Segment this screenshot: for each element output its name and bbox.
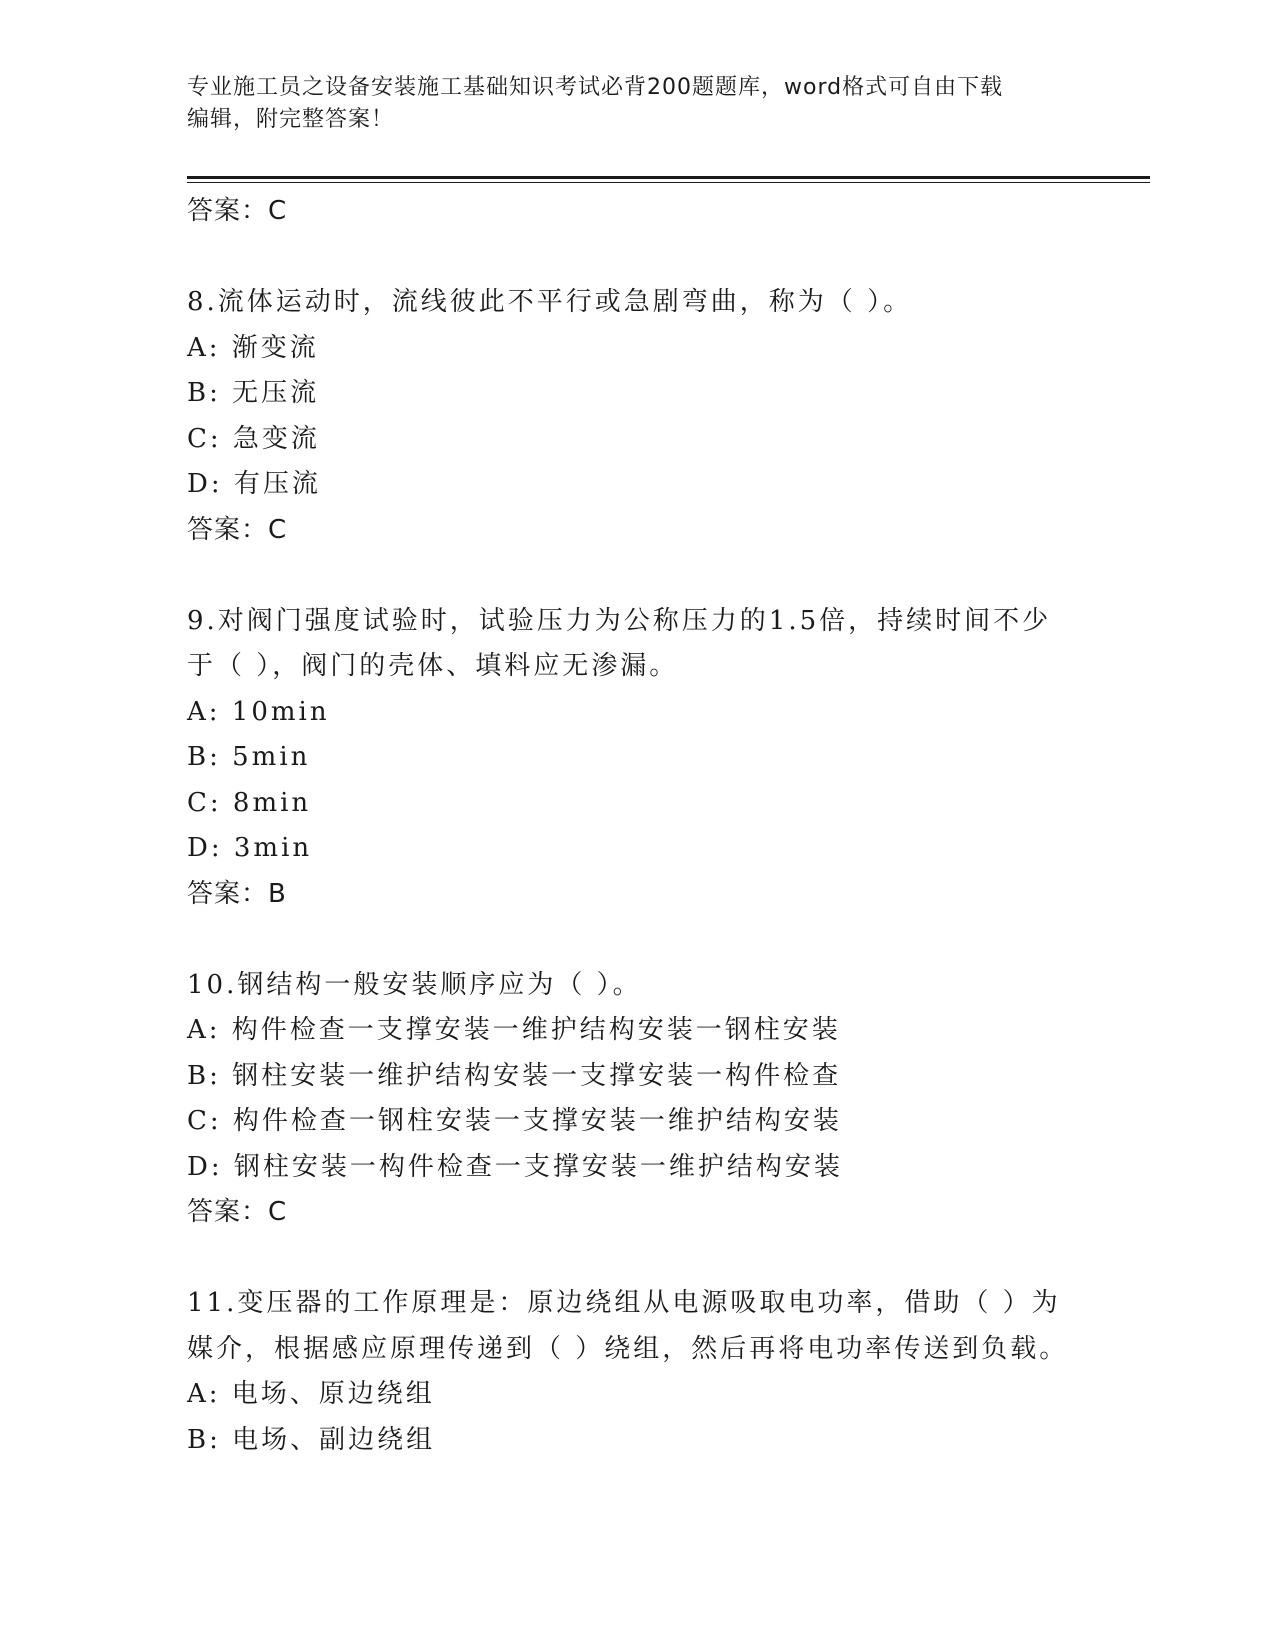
option-b: B: 无压流	[187, 378, 320, 408]
header-title-line-1: 专业施工员之设备安装施工基础知识考试必背200题题库，word格式可自由下载	[187, 75, 1004, 100]
answer: 答案：C	[187, 1197, 288, 1227]
question-11	[187, 1281, 1087, 1463]
previous-answer: 答案：C	[187, 196, 288, 226]
header-title-line-2: 编辑，附完整答案！	[187, 107, 395, 132]
question-8	[187, 280, 1087, 553]
option-d: D: 有压流	[187, 469, 321, 499]
option-a: A: 构件检查一支撑安装一维护结构安装一钢柱安装	[187, 1015, 841, 1045]
document-header	[187, 72, 1067, 136]
spacer	[187, 1236, 1087, 1282]
answer: 答案：C	[187, 514, 288, 545]
header-divider-thick	[187, 176, 1150, 179]
option-b: B: 钢柱安装一维护结构安装一支撑安装一构件检查	[187, 1060, 842, 1091]
option-c: C: 8min	[187, 787, 312, 818]
option-a: A: 渐变流	[187, 332, 319, 363]
question-stem-continued: 于（ ），阀门的壳体、填料应无渗漏。	[187, 651, 679, 681]
option-a: A: 10min	[187, 696, 330, 727]
spacer	[187, 917, 1087, 963]
option-b: B: 5min	[187, 742, 311, 772]
question-stem: 11.变压器的工作原理是：原边绕组从电源吸取电功率，借助（ ）为	[187, 1288, 1061, 1318]
option-c: C: 急变流	[187, 423, 320, 454]
spacer	[187, 235, 1087, 281]
question-9	[187, 599, 1087, 918]
question-stem: 9.对阀门强度试验时，试验压力为公称压力的1.5倍，持续时间不少	[187, 605, 1052, 636]
question-stem-continued: 媒介，根据感应原理传递到（ ）绕组，然后再将电功率传送到负载。	[187, 1333, 1069, 1364]
question-stem: 8.流体运动时，流线彼此不平行或急剧弯曲，称为（ ）。	[187, 287, 913, 317]
option-d: D: 3min	[187, 833, 313, 863]
option-a: A: 电场、原边绕组	[187, 1379, 435, 1409]
question-list	[187, 189, 1087, 1463]
question-10	[187, 963, 1087, 1236]
spacer	[187, 553, 1087, 599]
option-c: C: 构件检查一钢柱安装一支撑安装一维护结构安装	[187, 1106, 842, 1136]
question-stem: 10.钢结构一般安装顺序应为（ ）。	[187, 969, 642, 1000]
header-divider-thin	[187, 182, 1150, 183]
answer: 答案：B	[187, 878, 287, 909]
option-d: D: 钢柱安装一构件检查一支撑安装一维护结构安装	[187, 1151, 843, 1182]
option-b: B: 电场、副边绕组	[187, 1424, 436, 1455]
